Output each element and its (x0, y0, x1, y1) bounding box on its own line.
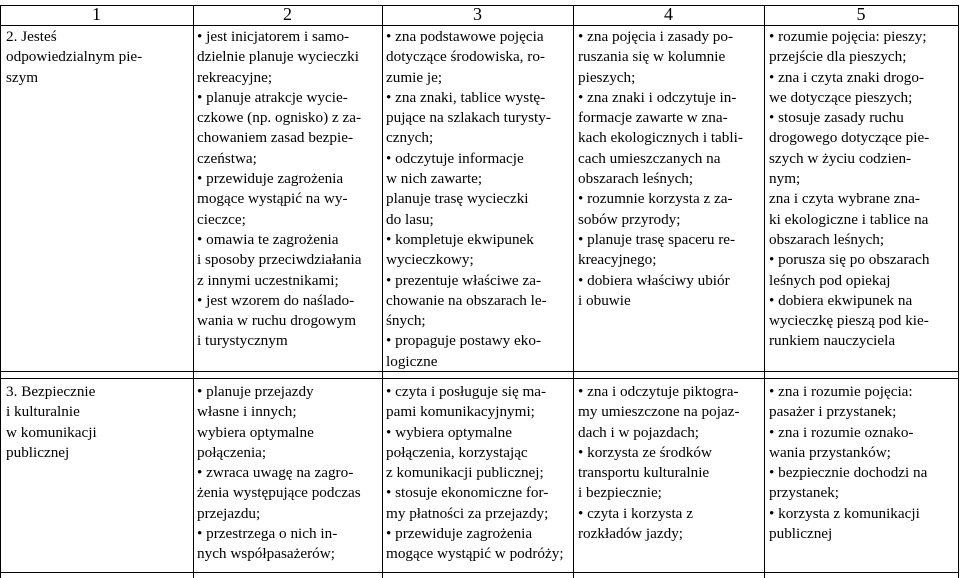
cell-line: • zna i czyta znaki drogo- (769, 68, 925, 86)
cell-line: planuje trasę wycieczki (386, 190, 529, 208)
cell-line: kach ekologicznych i tabli- (578, 129, 743, 147)
row1-topic-cell (6, 27, 142, 88)
row2-topic-cell (6, 382, 97, 463)
cell-line: rozkładów jazdy; (578, 525, 684, 543)
cell-line: wybiera optymalne (197, 423, 314, 441)
header-col-1: 1 (92, 4, 101, 24)
cell-line: runkiem nauczyciela (769, 332, 896, 350)
cell-line: przystanek; (769, 484, 840, 502)
cell-line: sobów przyrody; (578, 210, 681, 228)
cell-line: wania w ruchu drogowym (197, 312, 357, 330)
cell-line: • czyta i posługuje się ma- (386, 383, 547, 400)
row1-grade5-cell (769, 27, 930, 352)
cell-line: my umieszczone na pojaz- (578, 403, 740, 421)
cell-line: • zna i odczytuje piktogra- (578, 383, 739, 400)
cell-line: ruszania się w kolumnie (578, 48, 726, 66)
cell-line: pieszych; (578, 68, 636, 86)
cell-line: • przewiduje zagrożenia (197, 170, 344, 188)
cell-line: • przewiduje zagrożenia (386, 525, 533, 543)
row2-grade2-cell (197, 382, 361, 565)
cell-line: • zna i rozumie pojęcia: (769, 383, 913, 400)
cell-line: kreacyjnego; (578, 251, 657, 269)
cell-line: • prezentuje właściwe za- (386, 271, 541, 289)
cell-line: dach i w pojazdach; (578, 423, 700, 441)
column-border-2 (193, 5, 194, 578)
cell-line: ki ekologiczne i tablice na (769, 210, 929, 228)
cell-line: obszarach leśnych; (578, 170, 694, 188)
cell-line: • kompletuje ekwipunek (386, 230, 534, 248)
cell-line: leśnych pod opiekaj (769, 271, 891, 289)
cell-line: czkowe (np. ognisko) z za- (197, 109, 362, 127)
cell-line: chowaniem zasad bezpie- (197, 129, 354, 147)
cell-line: zna i czyta wybrane zna- (769, 190, 920, 208)
row2-grade5-cell (769, 382, 927, 544)
cell-line: i obuwie (578, 291, 631, 309)
row1-grade2-cell (197, 27, 361, 352)
cell-line: • bezpiecznie dochodzi na (769, 464, 928, 482)
cell-line: publicznej (769, 525, 833, 543)
cell-line: przejazdu; (197, 504, 261, 522)
cell-line: wycieczkowy; (386, 251, 474, 269)
cell-line: pasażer i przystanek; (769, 403, 897, 421)
cell-line: z komunikacji publicznej; (386, 464, 544, 482)
cell-line: • dobiera właściwy ubiór (578, 271, 730, 289)
cell-line: • dobiera ekwipunek na (769, 291, 913, 309)
cell-line: cieczce; (197, 210, 246, 228)
cell-line: odpowiedzialnym pie- (6, 48, 143, 66)
cell-line: • przestrzega o nich in- (197, 525, 338, 543)
cell-line: • stosuje ekonomiczne for- (386, 484, 549, 502)
cell-line: • jest wzorem do naślado- (197, 291, 355, 309)
cell-line: obszarach leśnych; (769, 230, 885, 248)
cell-line: mogące wystąpić na wy- (197, 190, 348, 208)
cell-line: we dotyczące pieszych; (769, 88, 913, 106)
cell-line: z innymi uczestnikami; (197, 271, 339, 289)
row1-grade3-cell (386, 27, 551, 372)
cell-line: • zna podstawowe pojęcia (386, 28, 544, 45)
column-border-3 (382, 5, 383, 578)
cell-line: • zna znaki i odczytuje in- (578, 88, 737, 106)
cell-line: • rozumnie korzysta z za- (578, 190, 733, 208)
cell-line: • jest inicjatorem i samo- (197, 28, 350, 45)
cell-line: szych w życiu codzien- (769, 149, 912, 167)
cell-line: rekreacyjne; (197, 68, 273, 86)
cell-line: formacje zawarte w zna- (578, 109, 728, 127)
cell-line: • planuje atrakcje wycie- (197, 88, 348, 106)
cell-line: nych współpasażerów; (197, 545, 335, 563)
cell-line: przejście dla pieszych; (769, 48, 907, 66)
cell-line: i bezpiecznie; (578, 484, 662, 502)
cell-line: pami komunikacyjnymi; (386, 403, 535, 421)
cell-line: publicznej (6, 443, 70, 461)
cell-line: • propaguje postawy eko- (386, 332, 542, 350)
cell-line: logiczne (386, 352, 438, 370)
cell-line: dotyczące środowiska, ro- (386, 48, 545, 66)
column-border-4 (573, 5, 574, 578)
cell-line: • planuje przejazdy (197, 383, 314, 400)
cell-line: mogące wystąpić w podróży; (386, 545, 564, 563)
cell-line: śnych; (386, 312, 426, 330)
header-col-5: 5 (856, 4, 866, 24)
cell-line: w komunikacji (6, 423, 97, 441)
cell-line: • odczytuje informacje (386, 149, 524, 167)
cell-line: czeństwa; (197, 149, 257, 167)
cell-line: • porusza się po obszarach (769, 251, 930, 269)
cell-line: 3. Bezpiecznie (6, 383, 96, 400)
cell-line: własne i innych; (197, 403, 297, 421)
cell-line: dzielnie planuje wycieczki (197, 48, 359, 66)
cell-line: • wybiera optymalne (386, 423, 512, 441)
cell-line: drogowego dotyczące pie- (769, 129, 930, 147)
cell-line: szym (6, 68, 39, 86)
cell-line: • zna i rozumie oznako- (769, 423, 914, 441)
cell-line: chowanie na obszarach le- (386, 291, 547, 309)
cell-line: • rozumie pojęcia: pieszy; (769, 28, 927, 45)
cell-line: do lasu; (386, 210, 434, 228)
row2-grade4-cell (578, 382, 740, 544)
cell-line: my płatności za przejazdy; (386, 504, 549, 522)
cell-line: • zna pojęcia i zasady po- (578, 28, 734, 45)
cell-line: transportu kulturalnie (578, 464, 710, 482)
cell-line: zumie je; (386, 68, 443, 86)
header-col-3: 3 (473, 4, 482, 24)
cell-line: wycieczkę pieszą pod kie- (769, 312, 929, 330)
cell-line: • stosuje zasady ruchu (769, 109, 904, 127)
cell-line: • korzysta z komunikacji (769, 504, 920, 522)
cell-line: • czyta i korzysta z (578, 504, 693, 522)
column-border-6 (958, 5, 959, 578)
cell-line: i kulturalnie (6, 403, 80, 421)
column-border-5 (764, 5, 765, 578)
cell-line: połączenia; (197, 443, 267, 461)
cell-line: cach umieszczanych na (578, 149, 721, 167)
table-bottom-border (0, 572, 959, 573)
header-col-2: 2 (283, 4, 292, 24)
cell-line: • zna znaki, tablice wystę- (386, 88, 546, 106)
header-col-4: 4 (664, 4, 673, 24)
cell-line: i turystycznym (197, 332, 288, 350)
cell-line: wania przystanków; (769, 443, 891, 461)
row1-grade4-cell (578, 27, 743, 311)
cell-line: i sposoby przeciwdziałania (197, 251, 362, 269)
cell-line: pujące na szlakach turysty- (386, 109, 551, 127)
header-bottom-border (0, 25, 959, 26)
cell-line: połączenia, korzystając (386, 443, 528, 461)
cell-line: • korzysta ze środków (578, 443, 712, 461)
row2-grade3-cell (386, 382, 564, 565)
cell-line: • planuje trasę spaceru re- (578, 230, 736, 248)
cell-line: w nich zawarte; (386, 170, 483, 188)
cell-line: • zwraca uwagę na zagro- (197, 464, 354, 482)
column-border-1 (0, 5, 1, 578)
cell-line: cznych; (386, 129, 434, 147)
row-separator-bottom (0, 378, 959, 379)
cell-line: 2. Jesteś (6, 28, 57, 45)
cell-line: nym; (769, 170, 801, 188)
cell-line: • omawia te zagrożenia (197, 230, 339, 248)
cell-line: żenia występujące podczas (197, 484, 361, 502)
